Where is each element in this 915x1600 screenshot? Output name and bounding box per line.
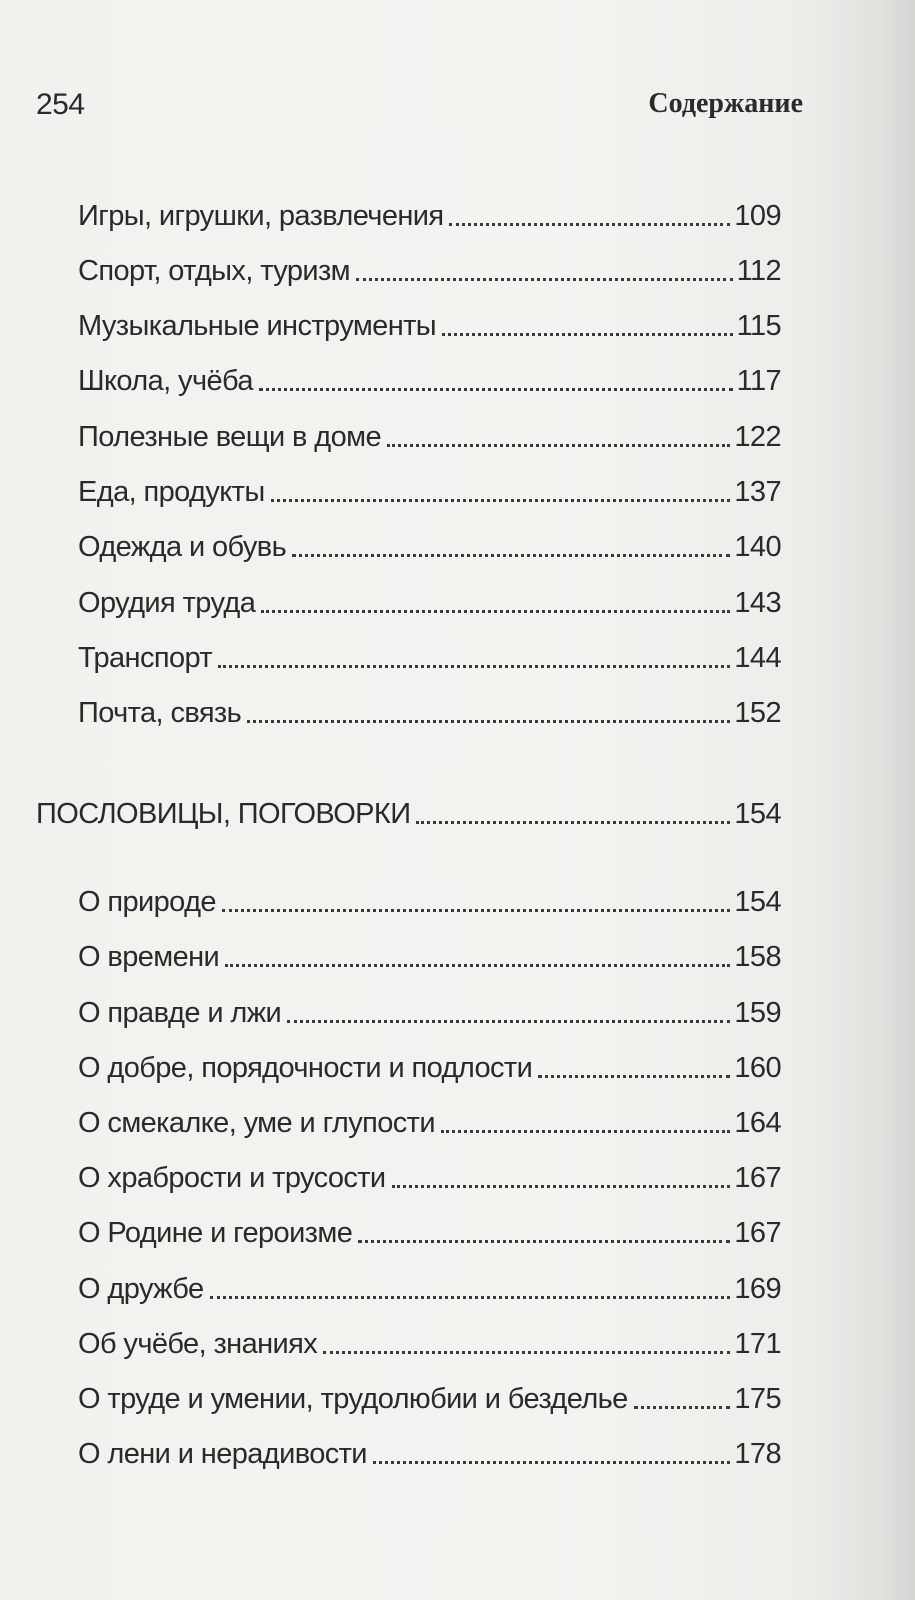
- dot-leader: [538, 1075, 730, 1078]
- toc-entry-title: Почта, связь: [78, 697, 242, 729]
- toc-entry: [78, 937, 781, 977]
- toc-entry-title: О правде и лжи: [78, 997, 282, 1029]
- toc-entry: [78, 1269, 781, 1309]
- toc-entry-title: Еда, продукты: [78, 476, 265, 508]
- dot-leader: [292, 554, 730, 557]
- toc-entry-title: Транспорт: [78, 642, 213, 674]
- dot-leader: [271, 499, 731, 502]
- toc-section-entry: [36, 794, 781, 834]
- toc-entry-page: 159: [734, 997, 781, 1029]
- toc-entry-title: Музыкальные инструменты: [78, 310, 437, 342]
- page-number: 254: [36, 88, 85, 121]
- toc-entry-title: О Родине и героизме: [78, 1217, 353, 1249]
- toc-entry-page: 169: [734, 1273, 781, 1305]
- toc-entry-page: 178: [734, 1438, 781, 1470]
- toc-entry: [78, 306, 781, 346]
- toc-entry: [78, 196, 781, 236]
- toc-entry-title: О времени: [78, 941, 220, 973]
- dot-leader: [373, 1461, 731, 1464]
- toc-entry: [78, 251, 781, 291]
- toc-entry-page: 109: [734, 200, 781, 232]
- dot-leader: [259, 388, 733, 391]
- toc-entry-page: 160: [734, 1052, 781, 1084]
- toc-entry-page: 115: [736, 310, 781, 342]
- toc-entry-page: 175: [734, 1383, 781, 1415]
- toc-entry-page: 152: [734, 697, 781, 729]
- toc-entry-page: 164: [734, 1107, 781, 1139]
- dot-leader: [287, 1020, 730, 1023]
- dot-leader: [356, 278, 733, 281]
- dot-leader: [218, 665, 730, 668]
- toc-entry-title: Полезные вещи в доме: [78, 421, 381, 453]
- toc-entry-page: 167: [734, 1162, 781, 1194]
- dot-leader: [358, 1240, 730, 1243]
- toc-entry-page: 143: [734, 587, 781, 619]
- toc-section-page: 154: [734, 798, 781, 830]
- toc-entry: [78, 1324, 781, 1364]
- dot-leader: [441, 1130, 730, 1133]
- toc-entry-page: 122: [734, 421, 781, 453]
- toc-entry-page: 167: [734, 1217, 781, 1249]
- toc-entry: [78, 417, 781, 457]
- toc-entry: [78, 472, 781, 512]
- toc-entry-page: 154: [734, 886, 781, 918]
- toc-entry: [78, 1158, 781, 1198]
- toc-entry-page: 112: [736, 255, 781, 287]
- toc-entry-title: Орудия труда: [78, 587, 256, 619]
- toc-entry-title: Школа, учёба: [78, 365, 253, 397]
- dot-leader: [387, 444, 730, 447]
- toc-entry: [78, 1434, 781, 1474]
- toc-entry-title: О храбрости и трусости: [78, 1162, 386, 1194]
- dot-leader: [222, 909, 730, 912]
- toc-section-title: ПОСЛОВИЦЫ, ПОГОВОРКИ: [36, 798, 411, 830]
- toc-entry-page: 137: [734, 476, 781, 508]
- toc-entry: [78, 1103, 781, 1143]
- toc-entry: [78, 527, 781, 567]
- dot-leader: [634, 1406, 731, 1409]
- dot-leader: [225, 964, 730, 967]
- toc-entry-title: Одежда и обувь: [78, 531, 287, 563]
- dot-leader: [261, 610, 730, 613]
- toc-entry-title: О добре, порядочности и подлости: [78, 1052, 533, 1084]
- dot-leader: [449, 223, 730, 226]
- toc-entry: [78, 1048, 781, 1088]
- toc-entry: [78, 1213, 781, 1253]
- toc-entry-title: О лени и нерадивости: [78, 1438, 367, 1470]
- dot-leader: [392, 1185, 731, 1188]
- toc-entry-title: О смекалке, уме и глупости: [78, 1107, 435, 1139]
- toc-entry: [78, 1379, 781, 1419]
- page-header: [0, 0, 915, 170]
- toc-entry: [78, 361, 781, 401]
- dot-leader: [247, 720, 730, 723]
- toc-entry: [78, 993, 781, 1033]
- toc-entry: [78, 638, 781, 678]
- toc-entry-page: 117: [736, 365, 781, 397]
- toc-entry-page: 140: [734, 531, 781, 563]
- toc-entry-page: 158: [734, 941, 781, 973]
- toc-entry-page: 144: [734, 642, 781, 674]
- toc-entry: [78, 693, 781, 733]
- toc-entry-page: 171: [734, 1328, 781, 1360]
- toc-entry-title: Спорт, отдых, туризм: [78, 255, 350, 287]
- dot-leader: [323, 1351, 730, 1354]
- toc-entry-title: Игры, игрушки, развлечения: [78, 200, 444, 232]
- running-title: Содержание: [648, 88, 803, 119]
- dot-leader: [210, 1296, 731, 1299]
- toc-entry-title: О природе: [78, 886, 216, 918]
- dot-leader: [442, 333, 733, 336]
- toc-entry-title: О труде и умении, трудолюбии и безделье: [78, 1383, 628, 1415]
- toc-entry-title: Об учёбе, знаниях: [78, 1328, 318, 1360]
- toc-entry-title: О дружбе: [78, 1273, 204, 1305]
- dot-leader: [416, 821, 730, 824]
- toc-entry: [78, 882, 781, 922]
- toc-entry: [78, 583, 781, 623]
